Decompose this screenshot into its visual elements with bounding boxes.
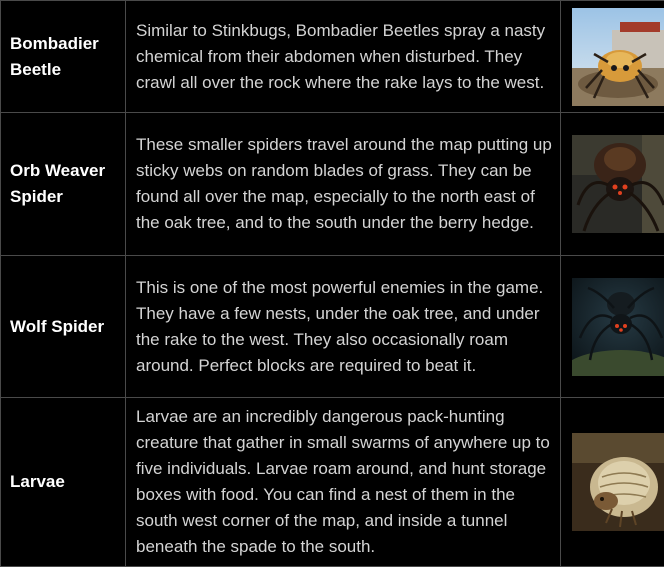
creature-name-cell xyxy=(1,113,126,256)
wolf-spider-image xyxy=(572,278,664,376)
creature-description-cell xyxy=(126,256,561,398)
creature-name-cell xyxy=(1,398,126,567)
creature-description-cell xyxy=(126,1,561,113)
creature-name: Larvae xyxy=(10,472,65,491)
creature-image-cell xyxy=(561,398,664,567)
larvae-image xyxy=(572,433,664,531)
creature-description: These smaller spiders travel around the map putting up sticky webs on random blades of grass. They can be found all over the map, especially to the north east of the oak tree, and to the south under the berry hedge. xyxy=(136,135,552,232)
table-row xyxy=(1,113,664,256)
creature-description: Larvae are an incredibly dangerous pack-hunting creature that gather in small swarms of anywhere up to five individuals. Larvae roam around, and hunt storage boxes with food. You can find a nest of them in the south west corner of the map, and inside a tunnel beneath the spade to the south. xyxy=(136,407,550,556)
orb-weaver-spider-image xyxy=(572,135,664,233)
table-row xyxy=(1,1,664,113)
creature-description-cell xyxy=(126,113,561,256)
table-row xyxy=(1,256,664,398)
creature-description: Similar to Stinkbugs, Bombadier Beetles spray a nasty chemical from their abdomen when disturbed. They crawl all over the rock where the rake lays to the west. xyxy=(136,21,545,92)
bombardier-beetle-image xyxy=(572,8,664,106)
table-row xyxy=(1,398,664,567)
creature-description-cell xyxy=(126,398,561,567)
creature-name-cell xyxy=(1,256,126,398)
creature-description: This is one of the most powerful enemies in the game. They have a few nests, under the oak tree, and under the rake to the west. They also occasionally roam around. Perfect blocks are required to beat it. xyxy=(136,278,543,375)
creature-image-cell xyxy=(561,113,664,256)
creature-name: Orb Weaver Spider xyxy=(10,161,105,206)
creature-name: Wolf Spider xyxy=(10,317,104,336)
creature-image-cell xyxy=(561,256,664,398)
creature-image-cell xyxy=(561,1,664,113)
creature-name-cell xyxy=(1,1,126,113)
creature-name: Bombadier Beetle xyxy=(10,34,99,79)
